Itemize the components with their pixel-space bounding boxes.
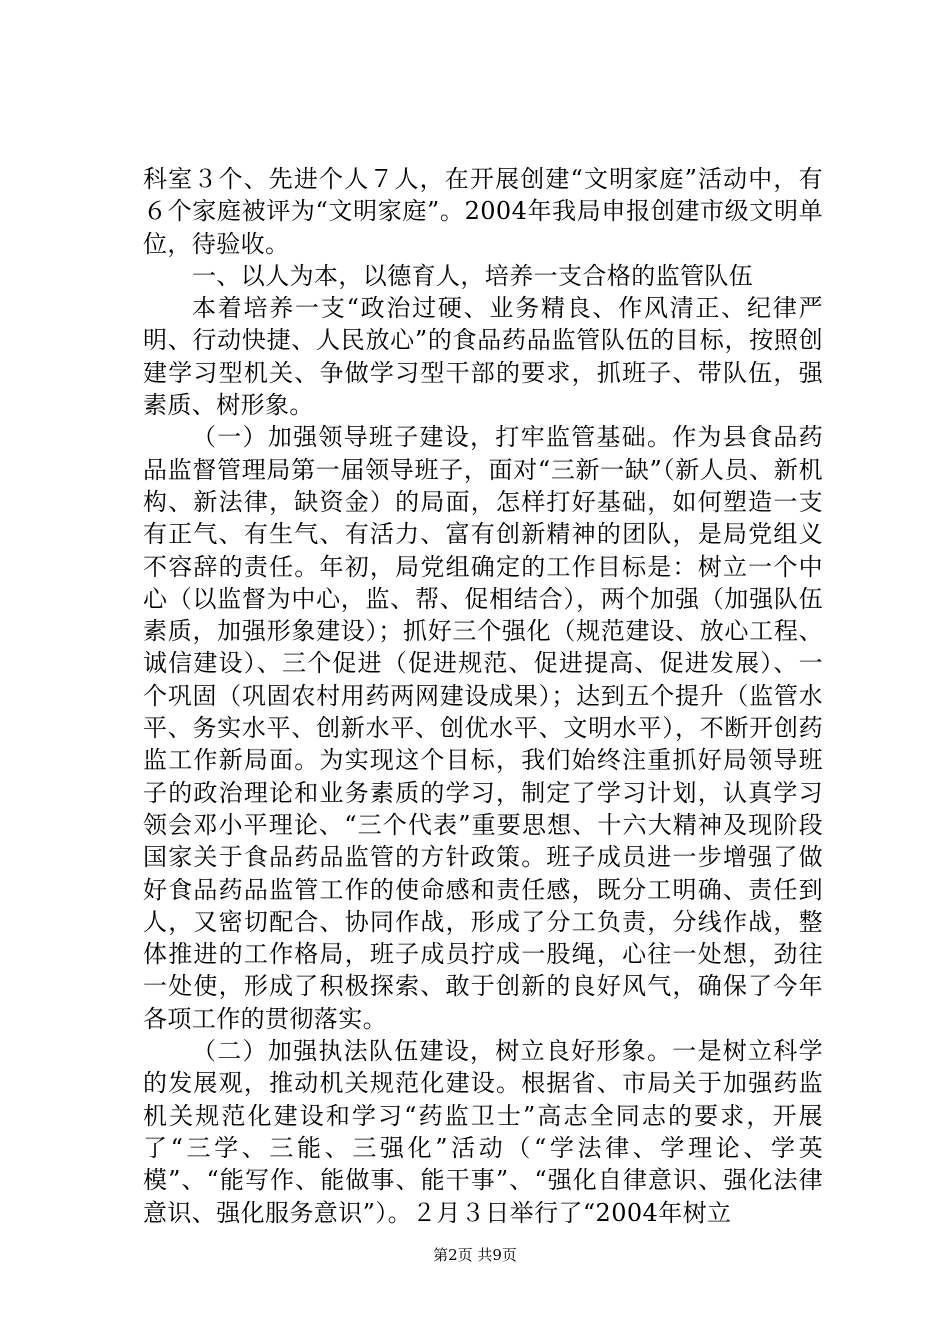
paragraph-enforcement: （二）加强执法队伍建设，树立良好形象。一是树立科学的发展观，推动机关规范化建设。根据省、市局关于加强药监机关规范化建设和学习“药监卫士”高志全同志的要求，开展了“三学、三能、三强化”活动（“学法律、学理论、学英模”、“能写作、能做事、能干事”、“强化自律意识、强化法律意识、强化服务意识”）。２月３日举行了“2004年树立: [143, 1037, 823, 1227]
paragraph-leadership: （一）加强领导班子建设，打牢监管基础。作为县食品药品监督管理局第一届领导班子，面对“三新一缺”（新人员、新机构、新法律，缺资金）的局面，怎样打好基础，如何塑造一支有正气、有生气、有活力、富有创新精神的团队，是局党组义不容辞的责任。年初，局党组确定的工作目标是：树立一个中心（以监督为中心，监、帮、促相结合），两个加强（加强队伍素质，加强形象建设）；抓好三个强化（规范建设、放心工程、诚信建设）、三个促进（促进规范、促进提高、促进发展）、一个巩固（巩固农村用药两网建设成果）；达到五个提升（监管水平、务实水平、创新水平、创优水平、文明水平），不断开创药监工作新局面。为实现这个目标，我们始终注重抓好局领导班子的政治理论和业务素质的学习，制定了学习计划，认真学习领会邓小平理论、“三个代表”重要思想、十六大精神及现阶段国家关于食品药品监管的方针政策。班子成员进一步增强了做好食品药品监管工作的使命感和责任感，既分工明确、责任到人，又密切配合、协同作战，形成了分工负责，分线作战，整体推进的工作格局，班子成员拧成一股绳，心往一处想，劲往一处使，形成了积极探索、敢于创新的良好风气，确保了今年各项工作的贯彻落实。: [143, 423, 823, 1033]
page-footer: 第2页 共9页: [433, 1246, 517, 1264]
document-body: [143, 163, 823, 1229]
section-heading: 一、以人为本，以德育人，培养一支合格的监管队伍: [192, 261, 754, 290]
paragraph-continuation: 科室３个、先进个人７人，在开展创建“文明家庭”活动中，有６个家庭被评为“文明家庭”。2004年我局申报创建市级文明单位，待验收。: [143, 165, 823, 258]
paragraph-intro: 本着培养一支“政治过硬、业务精良、作风清正、纪律严明、行动快捷、人民放心”的食品药品监管队伍的目标，按照创建学习型机关、争做学习型干部的要求，抓班子、带队伍，强素质、树形象。: [143, 294, 823, 420]
